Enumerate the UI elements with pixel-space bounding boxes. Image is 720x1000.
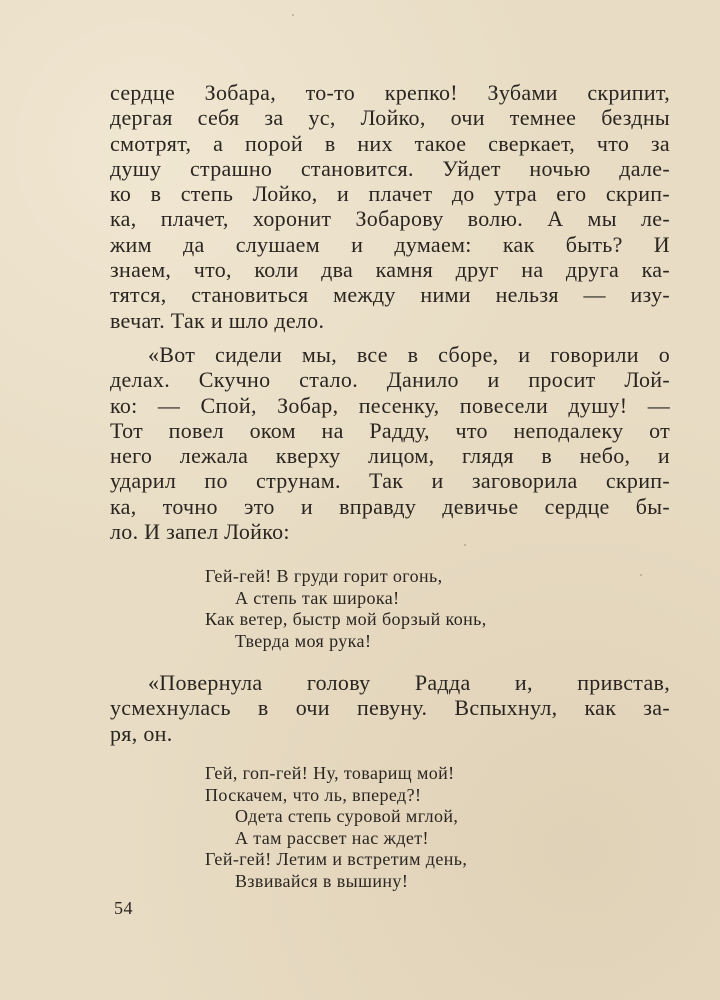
text-line: ударил по струнам. Так и заговорила скрип- — [110, 468, 670, 494]
text-line: дергая себя за ус, Лойко, очи темнее бездны — [110, 105, 670, 131]
paragraph-1 — [110, 80, 670, 333]
text-line: ка, точно это и вправду девичье сердце бы- — [110, 493, 670, 519]
verse-1 — [205, 566, 487, 652]
verse-line: А степь так широка! — [235, 587, 400, 608]
text-line: знаем, что, коли два камня друг на друга ка- — [110, 257, 670, 283]
paper-speck — [640, 574, 642, 576]
verse-2 — [205, 763, 467, 892]
text-line: ко: — Спой, Зобар, песенку, повесели душу! — — [110, 392, 670, 418]
text-line: вечат. Так и шло дело. — [110, 307, 325, 333]
text-line: ка, плачет, хоронит Зобарову волю. А мы ле- — [110, 206, 670, 232]
text-line: ло. И запел Лойко: — [110, 519, 290, 545]
text-line: ря, он. — [110, 720, 173, 746]
text-line: жим да слушаем и думаем: как быть? И — [110, 231, 670, 257]
paper-speck — [464, 544, 466, 546]
text-line: душу страшно становится. Уйдет ночью дале- — [110, 155, 670, 181]
verse-line: Гей-гей! В груди горит огонь, — [205, 566, 443, 586]
text-line: Тот повел оком на Радду, что неподалеку от — [110, 417, 670, 443]
paragraph-3 — [110, 670, 670, 746]
paragraph-2 — [110, 342, 670, 544]
verse-line: Гей, гоп-гей! Ну, товарищ мой! — [205, 763, 455, 783]
page-number: 54 — [114, 898, 133, 918]
paper-speck — [292, 14, 294, 16]
text-line: усмехнулась в очи певуну. Вспыхнул, как за- — [110, 695, 670, 721]
text-line: ко в степь Лойко, и плачет до утра его скрип- — [110, 181, 670, 207]
text-line: «Повернула голову Радда и, привстав, — [148, 670, 670, 695]
text-line: него лежала кверху лицом, глядя в небо, и — [110, 443, 670, 469]
verse-line: Одета степь суровой мглой, — [235, 806, 459, 826]
verse-line: Гей-гей! Летим и встретим день, — [205, 849, 468, 869]
text-line: «Вот сидели мы, все в сборе, и говорили о — [148, 342, 670, 367]
verse-line: Тверда моя рука! — [235, 630, 372, 651]
verse-line: А там рассвет нас ждет! — [235, 827, 429, 848]
verse-line: Как ветер, быстр мой борзый конь, — [205, 609, 487, 629]
text-line: тятся, становиться между ними нельзя — изу- — [110, 282, 670, 308]
text-line: делах. Скучно стало. Данило и просит Лой- — [110, 367, 670, 393]
text-line: смотрят, а порой в них такое сверкает, что за — [110, 130, 670, 156]
verse-line: Поскачем, что ль, вперед?! — [205, 784, 422, 805]
verse-line: Взвивайся в вышину! — [235, 870, 409, 891]
text-line: сердце Зобара, то-то крепко! Зубами скрипит, — [110, 80, 670, 105]
